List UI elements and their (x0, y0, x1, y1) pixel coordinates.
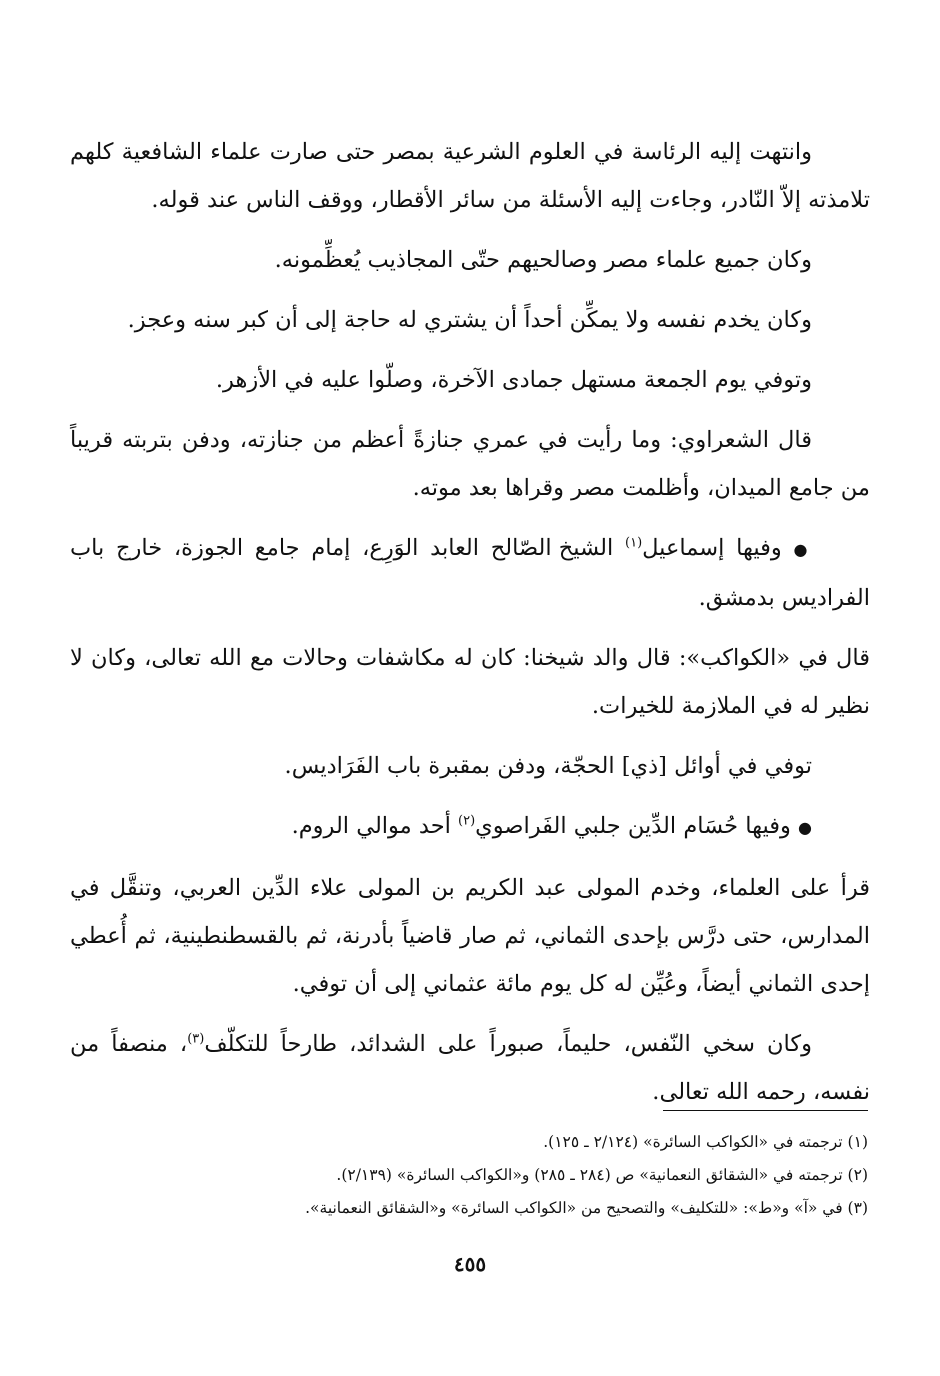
paragraph (70, 1020, 870, 1116)
paragraph: وتوفي يوم الجمعة مستهل جمادى الآخرة، وصلّوا عليه في الأزهر. (215, 367, 812, 393)
paragraph: قال الشعراوي: وما رأيت في عمري جنازةً أعظم من جنازته، ودفن بتربته قريباً من جامع الميدان، وأظلمت مصر وقراها بعد موته. (70, 427, 870, 501)
footnote: (١) ترجمته في «الكواكب السائرة» (٢/١٢٤ ـ ١٢٥). (543, 1133, 868, 1151)
footnote-ref: (٢) (458, 813, 476, 829)
bullet-icon: ● (798, 818, 812, 837)
entry-text: الشيخ الصّالح العابد الوَرِع، إمام جامع الجوزة، خارج باب الفراديس بدمشق. (70, 535, 870, 611)
paragraph: قرأ على العلماء، وخدم المولى عبد الكريم بن المولى علاء الدِّين العربي، وتنقَّل في المدارس، حتى درَّس بإحدى الثماني، ثم صار قاضياً بأدرنة، ثم بالقسطنطينية، ثم أُعطي إحدى الثماني أيضاً، وعُيِّن له كل يوم مائة عثماني إلى أن توفي. (70, 875, 870, 997)
footnotes (60, 1126, 868, 1225)
entry-heading (70, 524, 870, 622)
closing-text: ، منصفاً من نفسه، رحمه الله تعالى. (70, 1031, 870, 1105)
main-text (70, 128, 870, 1116)
bullet-icon: ● (793, 540, 813, 559)
entry-name: وفيها إسماعيل (642, 535, 782, 561)
footnote-ref: (١) (625, 535, 643, 551)
footnote: (٢) ترجمته في «الشقائق النعمانية» ص (٢٨٤ ـ ٢٨٥) و«الكواكب السائرة» (٢/١٣٩). (336, 1166, 868, 1184)
paragraph: قال في «الكواكب»: قال والد شيخنا: كان له مكاشفات وحالات مع الله تعالى، وكان لا نظير له في الملازمة للخيرات. (70, 645, 870, 719)
page-number: ٤٥٥ (453, 1252, 487, 1276)
footnote-divider (663, 1110, 868, 1111)
paragraph: وكان جميع علماء مصر وصالحيهم حتّى المجاذيب يُعظِّمونه. (274, 247, 812, 273)
paragraph: توفي في أوائل [ذي] الحجّة، ودفن بمقبرة باب الفَرَاديس. (284, 753, 812, 779)
paragraph: وانتهت إليه الرئاسة في العلوم الشرعية بمصر حتى صارت علماء الشافعية كلهم تلامذته إلاّ النّادر، وجاءت إليه الأسئلة من سائر الأقطار، ووقف الناس عند قوله. (70, 139, 870, 213)
entry-heading (70, 802, 870, 852)
footnote: (٣) في «آ» و«ط»: «للتكليف» والتصحيح من «الكواكب السائرة» و«الشقائق النعمانية». (305, 1199, 868, 1217)
entry-name: وفيها حُسَام الدِّين جلبي الفَراصوي (475, 813, 791, 839)
closing-text: وكان سخي النّفس، حليماً، صبوراً على الشدائد، طارحاً للتكلّف (204, 1031, 812, 1057)
paragraph: وكان يخدم نفسه ولا يمكِّن أحداً أن يشتري له حاجة إلى أن كبر سنه وعجز. (127, 307, 812, 333)
entry-text: أحد موالي الروم. (291, 813, 451, 839)
footnote-ref: (٣) (187, 1031, 205, 1047)
